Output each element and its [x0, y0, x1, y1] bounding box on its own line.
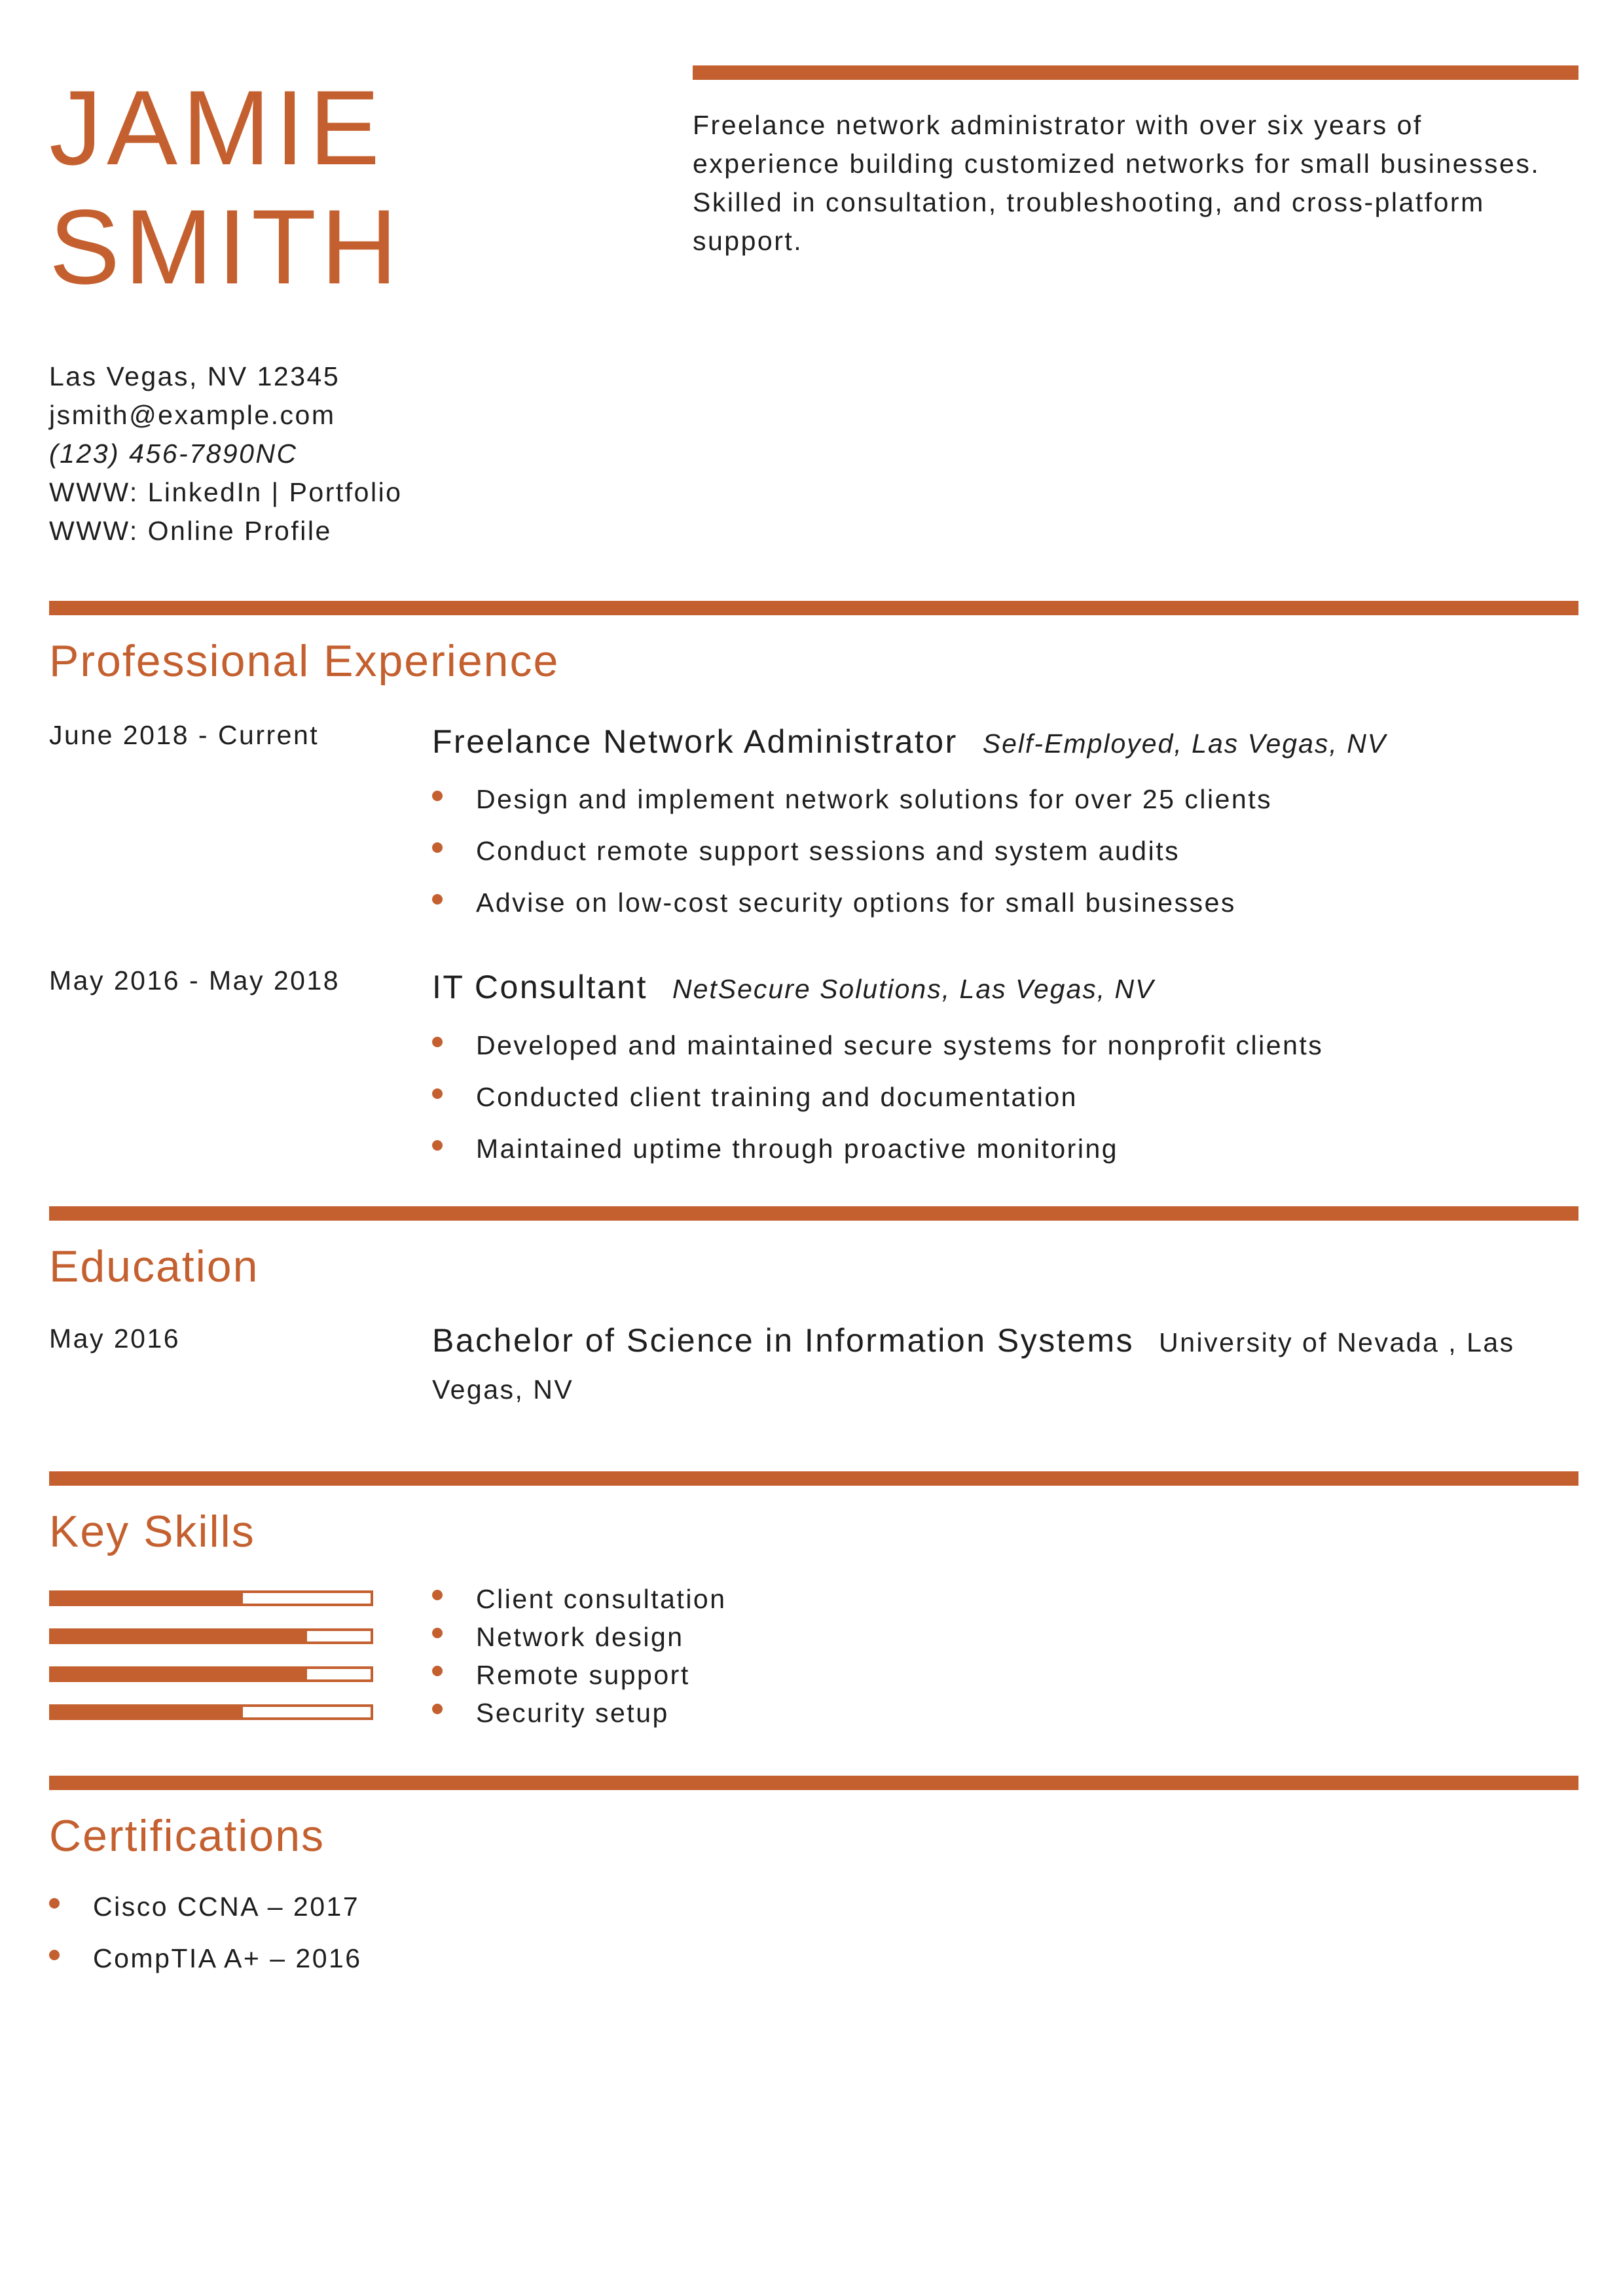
job-2-title	[432, 967, 1154, 1009]
skills-rule	[49, 1471, 1578, 1486]
experience-heading: Professional Experience	[49, 636, 560, 686]
certifications-list	[49, 1890, 362, 1994]
bullet-text: Advise on low-cost security options for small businesses	[476, 888, 1236, 918]
skill-label: Client consultation	[476, 1584, 727, 1614]
bullet-dot-icon	[432, 1628, 443, 1638]
bullet-text: Conduct remote support sessions and system audits	[476, 836, 1180, 866]
bullet-text: Conducted client training and documentation	[476, 1082, 1078, 1112]
education-school: University of Nevada , Las Vegas, NV	[432, 1327, 1515, 1405]
certification-text: Cisco CCNA – 2017	[93, 1892, 360, 1922]
professional-summary: Freelance network administrator with over six years of experience building customized networks for small businesses. Skilled in consultation, troubleshooting, and cross-platform support.	[693, 110, 1541, 256]
education-date: May 2016	[49, 1323, 181, 1354]
list-item	[432, 783, 1272, 834]
job-1-dates: June 2018 - Current	[49, 720, 319, 750]
job-2-position: IT Consultant	[432, 969, 647, 1005]
skill-level-bar	[49, 1590, 373, 1606]
list-item	[432, 1029, 1323, 1081]
list-item	[49, 1890, 362, 1942]
job-1-bullets	[432, 783, 1272, 938]
skills-list	[432, 1583, 727, 1734]
skill-label: Security setup	[476, 1698, 669, 1728]
job-2-dates: May 2016 - May 2018	[49, 965, 340, 996]
bullet-dot-icon	[432, 1704, 443, 1714]
bullet-dot-icon	[432, 1088, 443, 1099]
contact-email[interactable]: jsmith@example.com	[49, 400, 336, 430]
list-item	[432, 886, 1272, 938]
list-item	[432, 1583, 727, 1621]
education-degree: Bachelor of Science in Information Systems	[432, 1322, 1135, 1359]
list-item	[432, 1081, 1323, 1132]
contact-block	[49, 357, 403, 550]
list-item	[432, 1696, 727, 1734]
bullet-text: Maintained uptime through proactive monitoring	[476, 1134, 1119, 1164]
skill-level-fill	[52, 1707, 243, 1717]
bullet-text: Developed and maintained secure systems for nonprofit clients	[476, 1030, 1324, 1060]
skill-level-bar	[49, 1628, 373, 1644]
experience-rule	[49, 601, 1578, 615]
bullet-dot-icon	[432, 1037, 443, 1047]
bullet-dot-icon	[49, 1950, 60, 1960]
contact-address: Las Vegas, NV 12345	[49, 361, 340, 391]
job-2-bullets	[432, 1029, 1323, 1184]
certifications-heading: Certifications	[49, 1811, 325, 1861]
job-1-position: Freelance Network Administrator	[432, 723, 958, 760]
education-entry	[432, 1317, 1578, 1413]
candidate-name	[49, 69, 402, 307]
bullet-dot-icon	[432, 842, 443, 853]
education-rule	[49, 1206, 1578, 1221]
skill-level-fill	[52, 1631, 307, 1641]
certification-text: CompTIA A+ – 2016	[93, 1943, 362, 1973]
skill-level-fill	[52, 1669, 307, 1679]
skill-level-bar	[49, 1704, 373, 1720]
job-1-title	[432, 722, 1387, 763]
certifications-rule	[49, 1776, 1578, 1790]
skills-heading: Key Skills	[49, 1507, 255, 1556]
bullet-dot-icon	[432, 1140, 443, 1151]
education-heading: Education	[49, 1242, 259, 1291]
list-item	[432, 1621, 727, 1659]
list-item	[432, 1132, 1323, 1184]
list-item	[432, 1659, 727, 1696]
contact-website-links[interactable]: WWW: LinkedIn | Portfolio	[49, 477, 403, 507]
name-first: JAMIE	[49, 69, 385, 187]
skill-label: Remote support	[476, 1660, 690, 1690]
bullet-dot-icon	[432, 791, 443, 801]
job-1-company: Self-Employed, Las Vegas, NV	[982, 728, 1387, 759]
skill-level-fill	[52, 1593, 243, 1604]
bullet-text: Design and implement network solutions for over 25 clients	[476, 784, 1273, 814]
name-last: SMITH	[49, 188, 402, 306]
list-item	[432, 834, 1272, 886]
bullet-dot-icon	[49, 1898, 60, 1909]
job-2-company: NetSecure Solutions, Las Vegas, NV	[672, 974, 1155, 1004]
bullet-dot-icon	[432, 1666, 443, 1676]
contact-phone: (123) 456-7890NC	[49, 439, 298, 469]
skill-label: Network design	[476, 1622, 684, 1652]
bullet-dot-icon	[432, 894, 443, 905]
bullet-dot-icon	[432, 1590, 443, 1600]
list-item	[49, 1942, 362, 1994]
summary-top-rule	[693, 65, 1578, 80]
skill-level-bar	[49, 1666, 373, 1682]
contact-website-profile[interactable]: WWW: Online Profile	[49, 516, 332, 546]
